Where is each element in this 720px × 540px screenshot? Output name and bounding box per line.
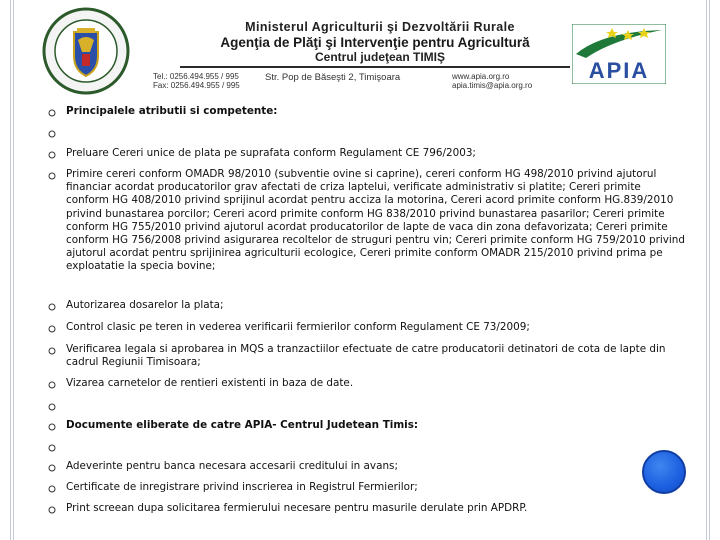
competences-heading: Principalele atributii si competente: — [66, 105, 278, 117]
bullet-icon — [48, 347, 56, 355]
crest-icon — [30, 6, 142, 96]
documents-heading: Documente eliberate de catre APIA- Centrul Judetean Timis: — [66, 419, 419, 431]
bullet-icon — [48, 325, 56, 333]
bullet-icon — [48, 381, 56, 389]
fax-number: Fax: 0256.494.955 / 995 — [153, 81, 240, 90]
county-centre-name: Centrul judeţean TIMIŞ — [314, 50, 445, 64]
bullet-icon — [48, 151, 56, 159]
bullet-icon — [48, 109, 56, 117]
logo-text: APIA — [588, 58, 650, 83]
bullet-icon — [48, 464, 56, 472]
apia-logo — [572, 24, 666, 84]
slide-frame-right — [706, 0, 710, 540]
list-item-text: Preluare Cereri unice de plata pe suprafata conform Regulament CE 796/2003; — [66, 147, 476, 159]
phone-number: Tel.: 0256.494.955 / 995 — [153, 72, 239, 81]
letterhead — [30, 6, 700, 98]
ministry-name: Ministerul Agriculturii şi Dezvoltării Rurale — [245, 20, 515, 34]
list-item-text: Certificate de inregistrare privind inscrierea in Registrul Fermierilor; — [66, 481, 418, 493]
header-rule — [180, 66, 570, 68]
ministry-crest — [30, 6, 142, 96]
list-item-text: Autorizarea dosarelor la plata; — [66, 299, 224, 311]
list-item-text: Control clasic pe teren in vederea verificarii fermierilor conform Regulament CE 73/2009; — [66, 321, 530, 333]
slide-frame-left — [10, 0, 14, 540]
bullet-icon — [48, 485, 56, 493]
bullet-icon — [48, 423, 56, 431]
bullet-icon — [48, 403, 56, 411]
list-item-text: Adeverinte pentru banca necesara accesarii creditului in avans; — [66, 460, 398, 472]
slide-decoration-circle — [642, 450, 686, 494]
bullet-icon — [48, 172, 56, 180]
email-link[interactable]: apia.timis@apia.org.ro — [452, 81, 533, 90]
list-item-text: Verificarea legala si aprobarea in MQS a tranzactiilor efectuate de catre producatorii detinatori de cota de lapte din cadrul Regiunii Timisoara; — [66, 343, 666, 369]
list-item-text: Vizarea carnetelor de rentieri existenti in baza de date. — [66, 377, 354, 389]
agency-name: Agenţia de Plăţi şi Intervenţie pentru Agricultură — [220, 35, 530, 50]
bullet-icon — [48, 506, 56, 514]
bullet-icon — [48, 303, 56, 311]
bullet-icon — [48, 130, 56, 138]
website-link[interactable]: www.apia.org.ro — [452, 72, 510, 81]
list-item-text: Primire cereri conform OMADR 98/2010 (subventie ovine si caprine), cereri conform HG 498/2010 privind ajutorul financiar acordat producatorilor grav afectati de criza laptelui, verificate administrativ si platite; Cereri primite conform HG 408/2010 privind sprijinul acordat pentru acciza la motorina, Cereri acord primite conform HG.839/2010 privind bunastarea porcilor; Cereri acord primite conform HG 838/2010 privind bunastarea pasarilor; Cereri primite conform HG 755/2010 privind ajutorul acordat producatorilor de lapte de vaca din zona defavorizata; Cereri primite conform HG 756/2008 privind asigurarea recoltelor de struguri pentru vin; Cereri primite conform HG 759/2010 privind ajutorul acordat pentru sprijinirea agriculturii ecologice, Cereri primite conform OMADR 215/2010 privind prima pe exploatatie la specia bovine; — [66, 168, 685, 273]
list-item-text: Print screean dupa solicitarea fermierului necesare pentru masurile derulate prin APDRP. — [66, 502, 528, 514]
street-address: Str. Pop de Băseşti 2, Timişoara — [265, 72, 401, 83]
apia-logo-icon — [572, 24, 666, 84]
bullet-icon — [48, 444, 56, 452]
